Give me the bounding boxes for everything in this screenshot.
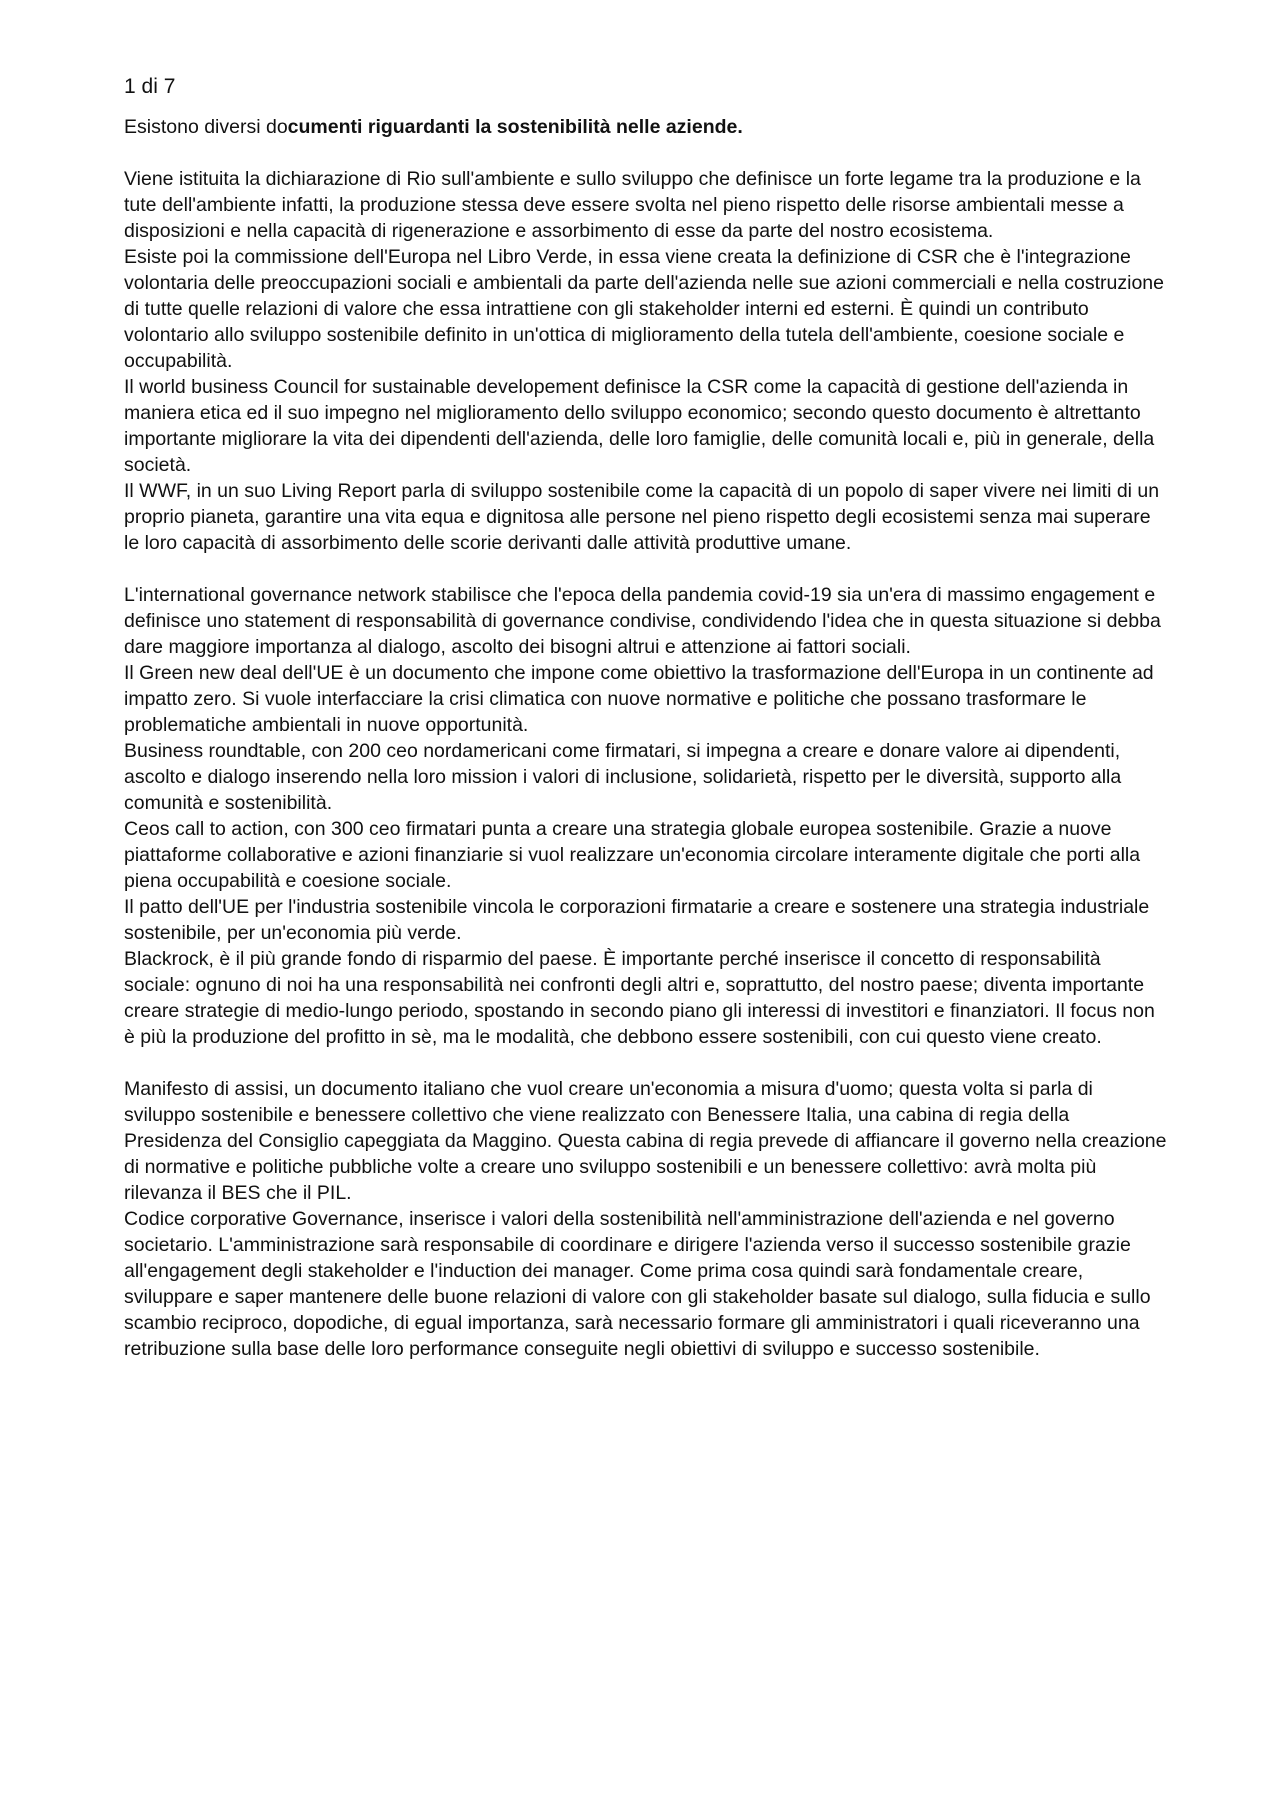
document-content: [124, 74, 1169, 1362]
paragraph-codice-governance: Codice corporative Governance, inserisce i valori della sostenibilità nell'amministrazione dell'azienda e nel governo societario. L'amministrazione sarà responsabile di coordinare e dirigere l'azienda verso il successo sostenibile grazie all'engagement degli stakeholder e l'induction dei manager. Come prima cosa quindi sarà fondamentale creare, sviluppare e saper mantenere delle buone relazioni di valore con gli stakeholder basate sul dialogo, sulla fiducia e sullo scambio reciproco, dopodiche, di egual importanza, sarà necessario formare gli amministratori i quali riceveranno una retribuzione sulla base delle loro performance conseguite negli obiettivi di sviluppo e successo sostenibile.: [124, 1208, 1151, 1360]
paragraph-manifesto-assisi: Manifesto di assisi, un documento italiano che vuol creare un'economia a misura d'uomo; questa volta si parla di sviluppo sostenibile e benessere collettivo che viene realizzato con Benessere Italia, una cabina di regia della Presidenza del Consiglio capeggiata da Maggino. Questa cabina di regia prevede di affiancare il governo nella creazione di normative e politiche pubbliche volte a creare uno sviluppo sostenibili e un benessere collettivo: avrà molta più rilevanza il BES che il PIL.: [124, 1078, 1167, 1204]
intro-prefix: Esistono diversi do: [124, 116, 288, 138]
paragraph-wbcsd: Il world business Council for sustainable developement definisce la CSR come la capacità di gestione dell'azienda in maniera etica ed il suo impegno nel miglioramento dello sviluppo economico; secondo questo documento è altrettanto importante migliorare la vita dei dipendenti dell'azienda, delle loro famiglie, delle comunità locali e, più in generale, della società.: [124, 376, 1155, 476]
paragraph-green-new-deal: Il Green new deal dell'UE è un documento che impone come obiettivo la trasformazione dell'Europa in un continente ad impatto zero. Si vuole interfacciare la crisi climatica con nuove normative e politiche che possano trasformare le problematiche ambientali in nuove opportunità.: [124, 662, 1154, 736]
paragraph-libro-verde: Esiste poi la commissione dell'Europa nel Libro Verde, in essa viene creata la definizione di CSR che è l'integrazione volontaria delle preoccupazioni sociali e ambientali da parte dell'azienda nelle sue azioni commerciali e nella costruzione di tutte quelle relazioni di valore che essa intrattiene con gli stakeholder interni ed esterni. È quindi un contributo volontario allo sviluppo sostenibile definito in un'ottica di miglioramento della tutela dell'ambiente, coesione sociale e occupabilità.: [124, 246, 1164, 372]
paragraph-gap: [124, 1050, 1169, 1076]
paragraph-ceos-call: Ceos call to action, con 300 ceo firmatari punta a creare una strategia globale europea sostenibile. Grazie a nuove piattaforme collaborative e azioni finanziarie si vuol realizzare un'economia circolare interamente digitale che porti alla piena occupabilità e coesione sociale.: [124, 818, 1141, 892]
intro-bold: cumenti riguardanti la sostenibilità nelle aziende.: [287, 116, 743, 138]
paragraph-blackrock: Blackrock, è il più grande fondo di risparmio del paese. È importante perché inserisce il concetto di responsabilità sociale: ognuno di noi ha una responsabilità nei confronti degli altri e, soprattutto, del nostro paese; diventa importante creare strategie di medio-lungo periodo, spostando in secondo piano gli interessi di investitori e finanziatori. Il focus non è più la produzione del profitto in sè, ma le modalità, che debbono essere sostenibili, con cui questo viene creato.: [124, 948, 1155, 1048]
paragraph-governance-network: L'international governance network stabilisce che l'epoca della pandemia covid-19 sia un'era di massimo engagement e definisce uno statement di responsabilità di governance condivise, condividendo l'idea che in questa situazione si debba dare maggiore importanza al dialogo, ascolto dei bisogni altrui e attenzione ai fattori sociali.: [124, 584, 1161, 658]
paragraph-patto-ue: Il patto dell'UE per l'industria sostenibile vincola le corporazioni firmatarie a creare e sostenere una strategia industriale sostenibile, per un'economia più verde.: [124, 896, 1150, 944]
paragraph-business-roundtable: Business roundtable, con 200 ceo nordamericani come firmatari, si impegna a creare e donare valore ai dipendenti, ascolto e dialogo inserendo nella loro mission i valori di inclusione, solidarietà, rispetto per le diversità, supporto alla comunità e sostenibilità.: [124, 740, 1122, 814]
page-number: 1 di 7: [124, 75, 176, 98]
paragraph-rio: Viene istituita la dichiarazione di Rio sull'ambiente e sullo sviluppo che definisce un forte legame tra la produzione e la tute dell'ambiente infatti, la produzione stessa deve essere svolta nel pieno rispetto delle risorse ambientali messe a disposizioni e nella capacità di rigenerazione e assorbimento di esse da parte del nostro ecosistema.: [124, 168, 1141, 242]
paragraph-wwf: Il WWF, in un suo Living Report parla di sviluppo sostenibile come la capacità di un popolo di saper vivere nei limiti di un proprio pianeta, garantire una vita equa e dignitosa alle persone nel pieno rispetto degli ecosistemi senza mai superare le loro capacità di assorbimento delle scorie derivanti dalle attività produttive umane.: [124, 480, 1160, 554]
intro-sentence: [124, 114, 1169, 140]
paragraph-gap: [124, 556, 1169, 582]
